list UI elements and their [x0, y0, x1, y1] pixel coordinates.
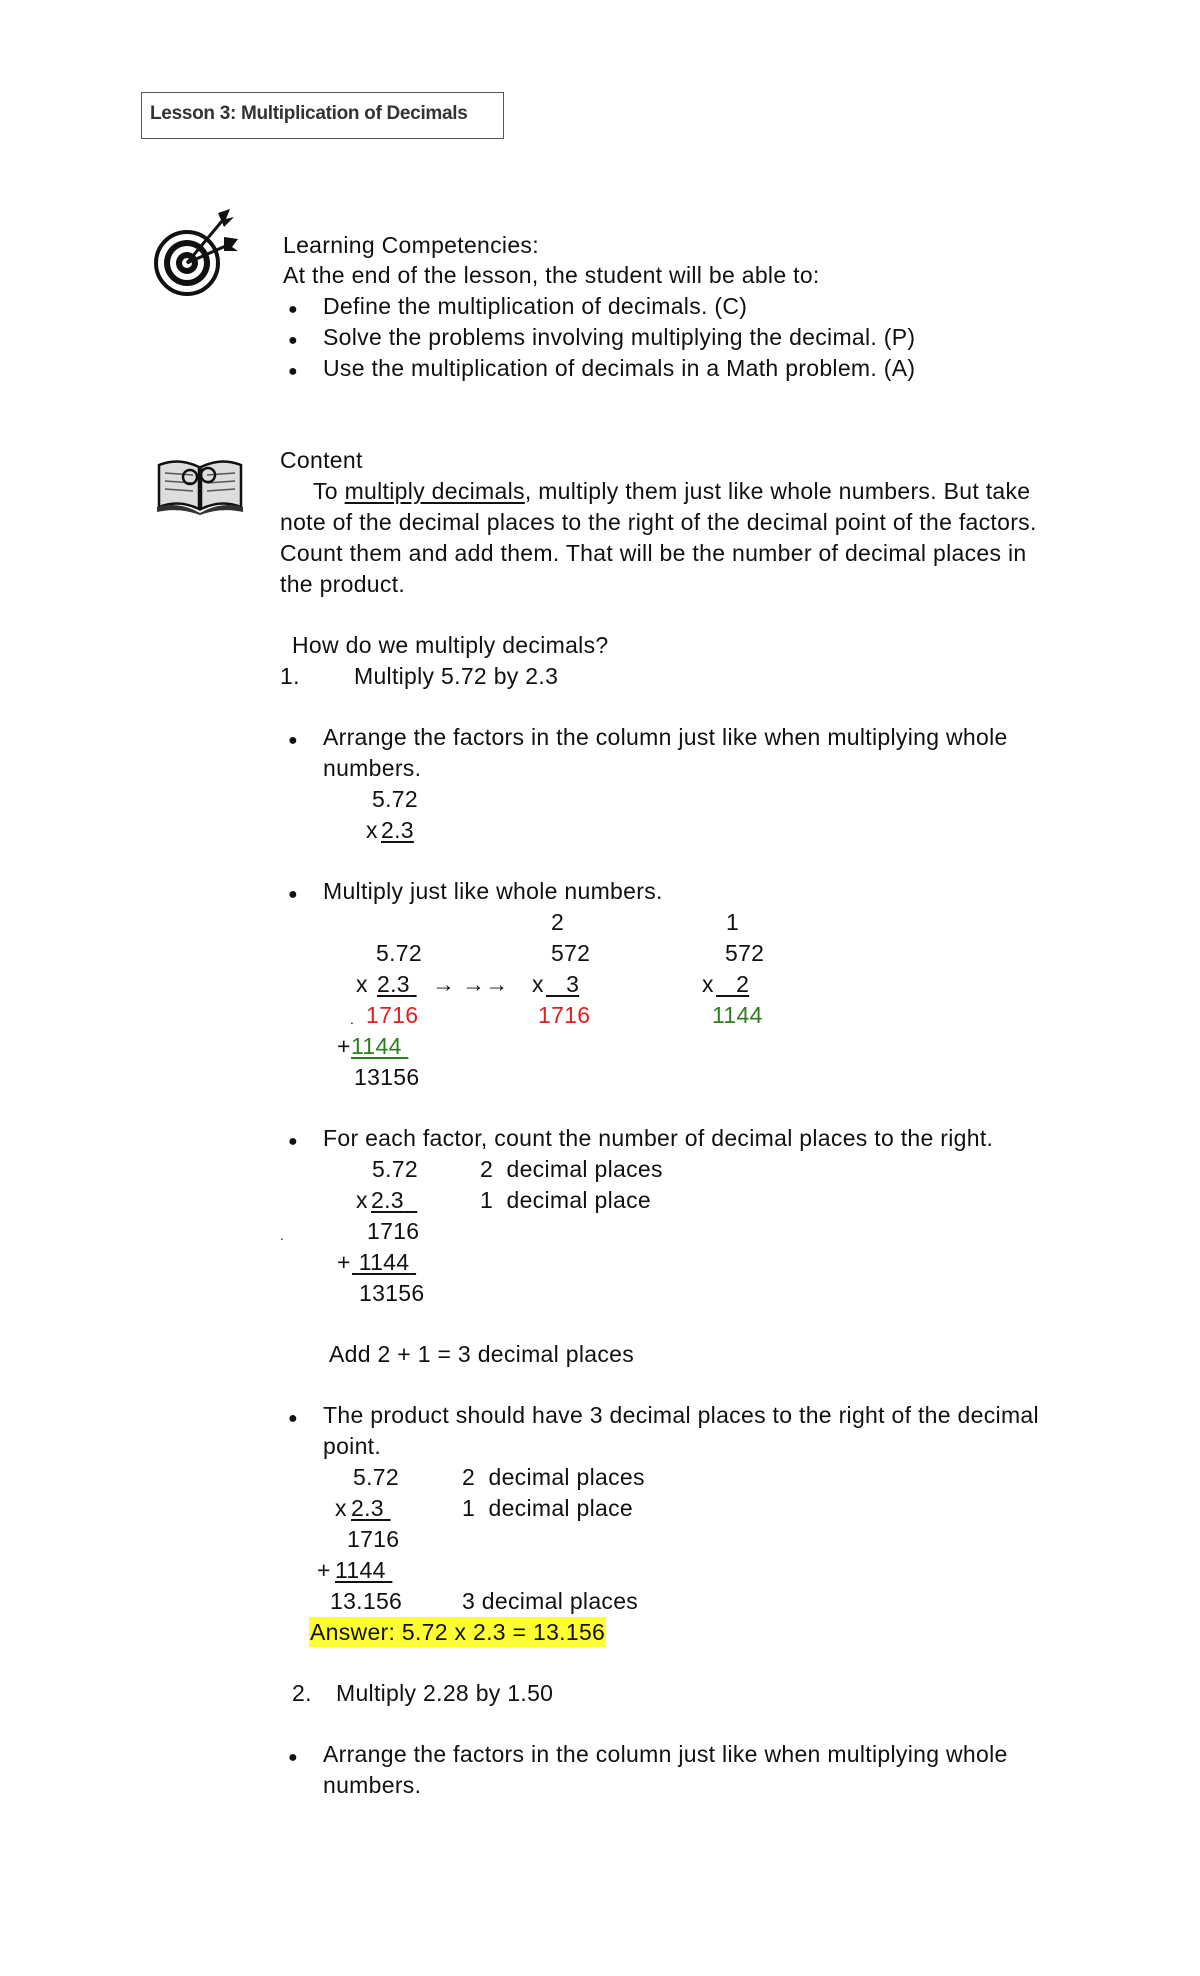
arrows: → →→ [432, 971, 509, 997]
lesson-title-box [141, 92, 504, 139]
step-text: numbers. [323, 1772, 422, 1798]
step-text: Multiply just like whole numbers. [323, 878, 663, 904]
partial-result: 1716 [538, 1002, 591, 1028]
target-icon [150, 205, 240, 300]
add-note: Add 2 + 1 = 3 decimal places [329, 1341, 635, 1367]
partial-top: 572 [725, 940, 765, 966]
times-sign: x [532, 971, 544, 997]
content-paragraph-line: the product. [280, 571, 406, 597]
competency-item [288, 322, 298, 356]
partial-product [335, 1555, 392, 1585]
competency-item-text: Define the multiplication of decimals. (C) [323, 293, 748, 319]
competencies-heading: Learning Competencies: [283, 232, 539, 258]
partial-product [352, 1247, 416, 1277]
example-number: 1. [280, 663, 300, 689]
decimal-note: 1 decimal place [480, 1187, 651, 1213]
bullet-icon: ● [288, 1749, 298, 1766]
times-sign: x [356, 971, 368, 997]
partial-bottom-value: 3 [566, 971, 580, 997]
partial-product-value: 1144 [358, 1249, 410, 1275]
step-text: The product should have 3 decimal places to the right of the decimal [323, 1402, 1039, 1428]
carry-digit: 1 [726, 909, 740, 935]
product-sum: 13156 [354, 1064, 420, 1090]
bullet-icon: ● [288, 886, 298, 903]
times-sign: x [702, 971, 714, 997]
factor-bottom-value: 2.3 [371, 1187, 404, 1213]
step-text: numbers. [323, 755, 422, 781]
factor-top: 5.72 [353, 1464, 399, 1490]
partial-bottom-value: 2 [736, 971, 750, 997]
factor-top: 5.72 [372, 1156, 418, 1182]
competency-item [288, 291, 298, 325]
example-label: Multiply 5.72 by 2.3 [354, 663, 559, 689]
times-sign: x [366, 817, 378, 843]
competencies-intro: At the end of the lesson, the student will be able to: [283, 262, 820, 288]
lesson-title: Lesson 3: Multiplication of Decimals [150, 103, 468, 124]
plus-sign: + [337, 1033, 351, 1059]
bullet-icon: ● [288, 301, 298, 318]
decimal-note: 3 decimal places [462, 1588, 639, 1614]
decimal-note: 1 decimal place [462, 1495, 633, 1521]
example-label: Multiply 2.28 by 1.50 [336, 1680, 554, 1706]
partial-product-value: 1144 [335, 1557, 386, 1583]
partial-product: 1716 [367, 1218, 420, 1244]
example-number: 2. [292, 1680, 312, 1706]
step-text: Arrange the factors in the column just like when multiplying whole [323, 724, 1008, 750]
decimal-note: 2 decimal places [462, 1464, 645, 1490]
partial-product: 1716 [366, 1002, 419, 1028]
content-paragraph-line: note of the decimal places to the right of the decimal point of the factors. [280, 509, 1037, 535]
plus-sign: + [337, 1249, 351, 1275]
bullet-icon: ● [288, 1410, 298, 1427]
stray-dot: . [280, 1227, 285, 1243]
answer-highlight: Answer: 5.72 x 2.3 = 13.156 [310, 1619, 606, 1645]
content-text: , multiply them just like whole numbers. But take [524, 478, 1031, 504]
factor-bottom-value: 2.3 [377, 971, 410, 997]
bullet-icon: ● [288, 332, 298, 349]
step-bullet [288, 722, 298, 756]
factor-bottom [351, 1493, 391, 1523]
step-bullet [288, 1739, 298, 1773]
partial-result: 1144 [712, 1002, 763, 1028]
partial-top: 572 [551, 940, 591, 966]
step-bullet [288, 876, 298, 910]
competency-item-text: Use the multiplication of decimals in a Math problem. (A) [323, 355, 916, 381]
plus-sign: + [317, 1557, 331, 1583]
question: How do we multiply decimals? [292, 632, 609, 658]
content-heading: Content [280, 447, 363, 473]
decimal-note: 2 decimal places [480, 1156, 663, 1182]
multiply-decimals-link[interactable]: multiply decimals [344, 478, 525, 504]
content-text: To [313, 478, 345, 504]
carry-digit: 2 [551, 909, 565, 935]
step-bullet [288, 1123, 298, 1157]
partial-product [351, 1031, 408, 1061]
times-sign: x [335, 1495, 347, 1521]
competency-item-text: Solve the problems involving multiplying the decimal. (P) [323, 324, 916, 350]
product-sum: 13156 [359, 1280, 425, 1306]
content-paragraph-line [313, 476, 1030, 506]
bullet-icon: ● [288, 732, 298, 749]
factor-bottom [377, 969, 417, 999]
step-bullet [288, 1400, 298, 1434]
step-text: For each factor, count the number of decimal places to the right. [323, 1125, 994, 1151]
step-text: point. [323, 1433, 382, 1459]
book-icon [155, 455, 245, 515]
content-paragraph-line: Count them and add them. That will be the number of decimal places in [280, 540, 1027, 566]
step-text: Arrange the factors in the column just like when multiplying whole [323, 1741, 1008, 1767]
factor-top: 5.72 [372, 786, 418, 812]
competency-item [288, 353, 298, 387]
partial-bottom [716, 969, 749, 999]
bullet-icon: ● [288, 1133, 298, 1150]
stray-dot: . [350, 1011, 355, 1027]
factor-bottom: 2.3 [381, 817, 414, 843]
partial-product-value: 1144 [351, 1033, 402, 1059]
partial-bottom [546, 969, 579, 999]
times-sign: x [356, 1187, 368, 1213]
product-sum: 13.156 [330, 1588, 403, 1614]
factor-bottom [371, 1185, 417, 1215]
factor-bottom-value: 2.3 [351, 1495, 384, 1521]
factor-top: 5.72 [376, 940, 422, 966]
partial-product: 1716 [347, 1526, 400, 1552]
bullet-icon: ● [288, 363, 298, 380]
